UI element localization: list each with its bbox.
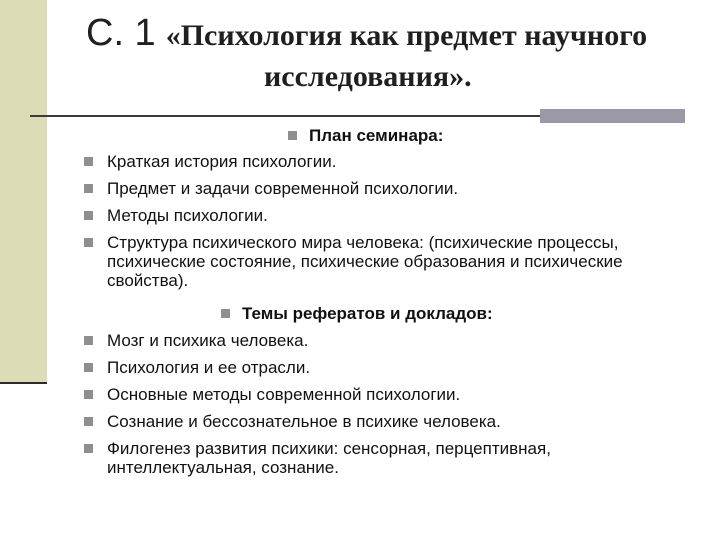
slide-title [86,12,686,94]
topic-item: Филогенез развития психики: сенсорная, перцептивная, интеллектуальная, сознание. [107,439,551,477]
square-bullet-icon [84,157,93,166]
title-line-1 [86,12,686,60]
square-bullet-icon [288,131,297,140]
square-bullet-icon [221,309,230,318]
plan-item: Краткая история психологии. [107,152,337,171]
title-number: С. 1 [86,12,156,54]
left-decor-band [0,0,47,384]
divider-accent-block [540,109,685,123]
title-text-1: «Психология как предмет научного [165,19,648,52]
plan-item: Предмет и задачи современной психологии. [107,179,459,198]
topic-item: Сознание и бессознательное в психике человека. [107,412,501,431]
topic-item: Основные методы современной психологии. [107,385,461,404]
square-bullet-icon [84,336,93,345]
plan-item: Структура психического мира человека: (психические процессы, психические состояние, психические образования и психические свойства). [107,233,623,290]
topic-item: Психология и ее отрасли. [107,358,311,377]
square-bullet-icon [84,444,93,453]
square-bullet-icon [84,417,93,426]
square-bullet-icon [84,363,93,372]
title-text-2: исследования». [264,60,472,93]
plan-heading: План семинара: [309,126,444,145]
square-bullet-icon [84,211,93,220]
topic-item: Мозг и психика человека. [107,331,309,350]
plan-item: Методы психологии. [107,206,268,225]
left-decor-edge [0,382,47,384]
square-bullet-icon [84,238,93,247]
topics-heading: Темы рефератов и докладов: [242,304,493,323]
square-bullet-icon [84,390,93,399]
square-bullet-icon [84,184,93,193]
